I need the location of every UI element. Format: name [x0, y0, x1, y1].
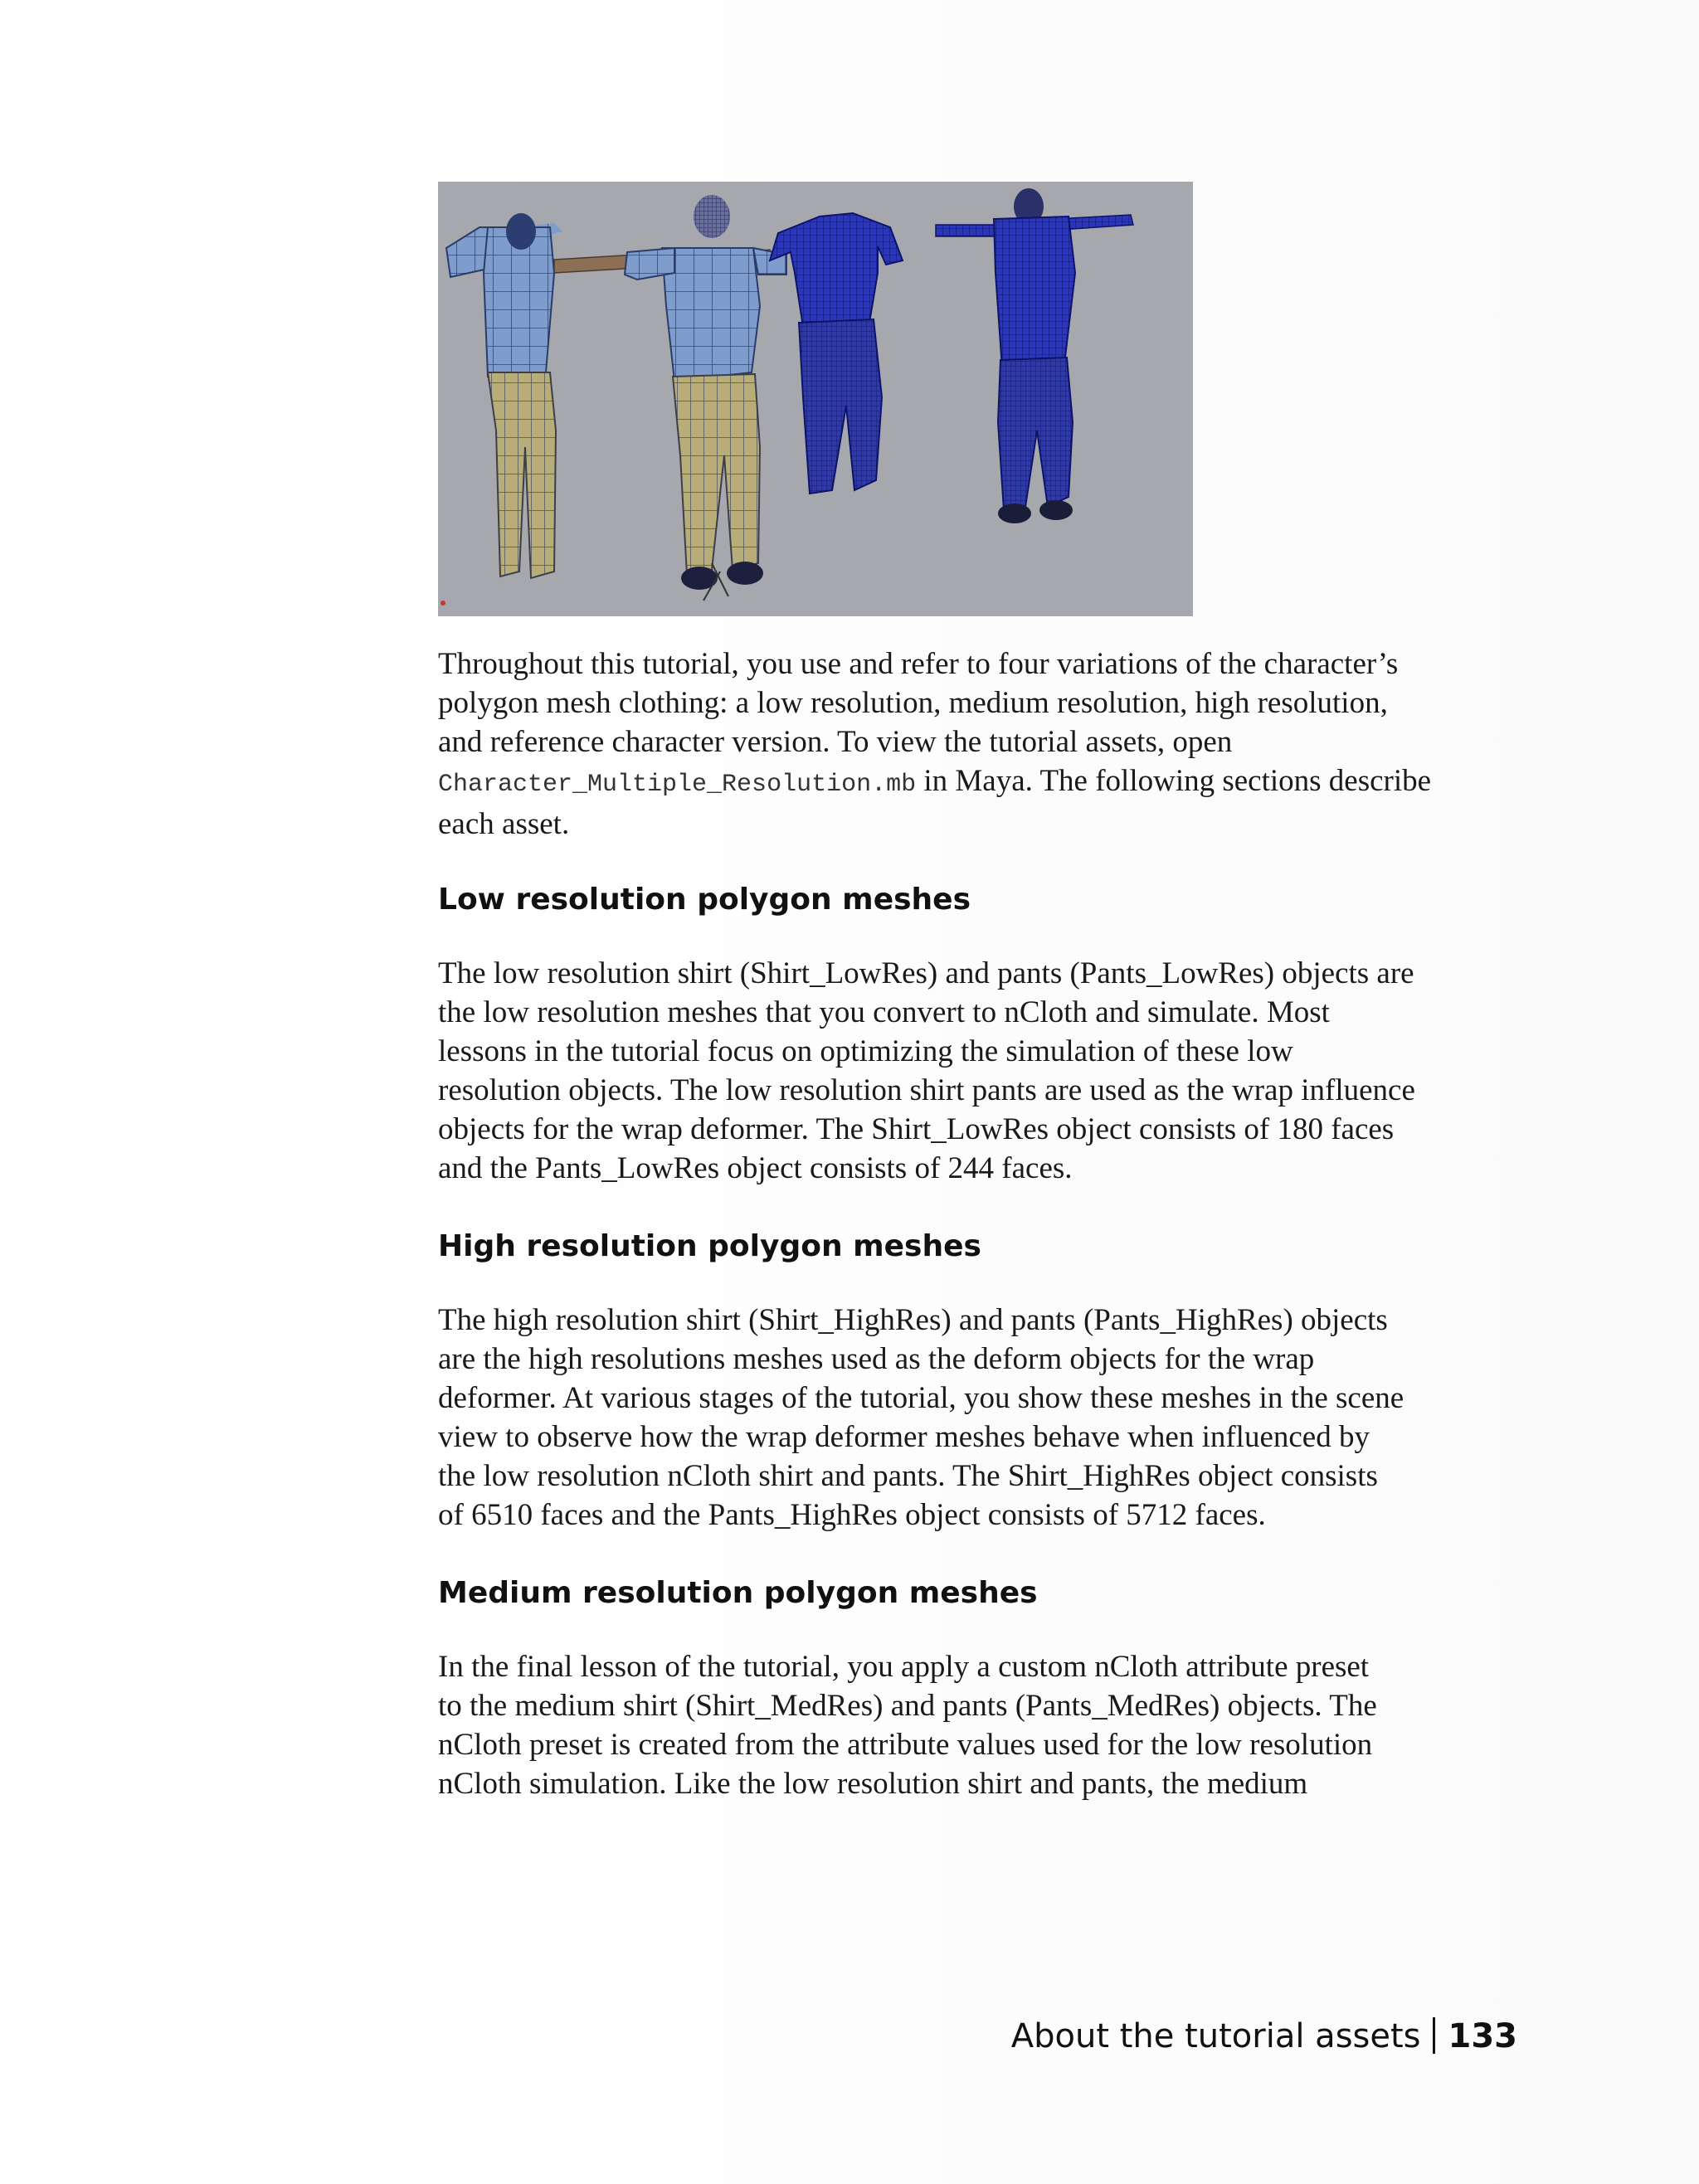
high-res-line: deformer. At various stages of the tutorial, you show these meshes in the scene — [438, 1381, 1404, 1415]
medium-res-heading: Medium resolution polygon meshes — [438, 1576, 1038, 1610]
footer-separator — [1433, 2017, 1435, 2054]
high-res-line: are the high resolutions meshes used as the deform objects for the wrap — [438, 1342, 1315, 1376]
clothing-mesh-illustration — [438, 182, 1193, 616]
intro-line-rest: in Maya. The following sections describe — [916, 764, 1432, 798]
high-res-line: The high resolution shirt (Shirt_HighRes) and pants (Pants_HighRes) objects — [438, 1303, 1388, 1337]
page-footer — [1011, 2016, 1517, 2057]
low-res-paragraph — [438, 954, 1516, 1188]
high-res-line: the low resolution nCloth shirt and pants. The Shirt_HighRes object consists — [438, 1459, 1378, 1493]
low-res-line: resolution objects. The low resolution shirt pants are used as the wrap influence — [438, 1073, 1415, 1107]
scene-filename: Character_Multiple_Resolution.mb — [438, 771, 917, 799]
intro-line: and reference character version. To view the tutorial assets, open — [438, 725, 1233, 759]
medium-res-line: nCloth simulation. Like the low resolution shirt and pants, the medium — [438, 1767, 1308, 1801]
low-res-line: lessons in the tutorial focus on optimizing the simulation of these low — [438, 1034, 1293, 1068]
character-meshes-figure — [438, 182, 1193, 616]
footer-section-title: About the tutorial assets — [1010, 2017, 1421, 2055]
medium-res-line: In the final lesson of the tutorial, you apply a custom nCloth attribute preset — [438, 1650, 1370, 1684]
high-res-line: view to observe how the wrap deformer meshes behave when influenced by — [438, 1420, 1370, 1454]
intro-line: polygon mesh clothing: a low resolution, medium resolution, high resolution, — [438, 686, 1388, 720]
high-res-heading: High resolution polygon meshes — [438, 1229, 981, 1263]
intro-paragraph — [438, 644, 1516, 844]
low-res-heading: Low resolution polygon meshes — [438, 883, 971, 917]
high-res-paragraph — [438, 1301, 1516, 1535]
medium-res-line: to the medium shirt (Shirt_MedRes) and pants (Pants_MedRes) objects. The — [438, 1689, 1377, 1723]
intro-line: each asset. — [438, 807, 570, 841]
low-res-line: objects for the wrap deformer. The Shirt_LowRes object consists of 180 faces — [438, 1112, 1395, 1146]
page-number: 133 — [1448, 2017, 1517, 2055]
medium-res-line: nCloth preset is created from the attribute values used for the low resolution — [438, 1728, 1373, 1762]
low-res-line: and the Pants_LowRes object consists of 244 faces. — [438, 1151, 1073, 1185]
low-res-line: the low resolution meshes that you convert to nCloth and simulate. Most — [438, 995, 1330, 1029]
intro-line: Throughout this tutorial, you use and refer to four variations of the character’s — [438, 647, 1399, 681]
high-res-line: of 6510 faces and the Pants_HighRes object consists of 5712 faces. — [438, 1498, 1266, 1532]
intro-line-with-filename — [438, 761, 1516, 805]
medium-res-paragraph — [438, 1647, 1516, 1803]
low-res-line: The low resolution shirt (Shirt_LowRes) and pants (Pants_LowRes) objects are — [438, 956, 1414, 990]
